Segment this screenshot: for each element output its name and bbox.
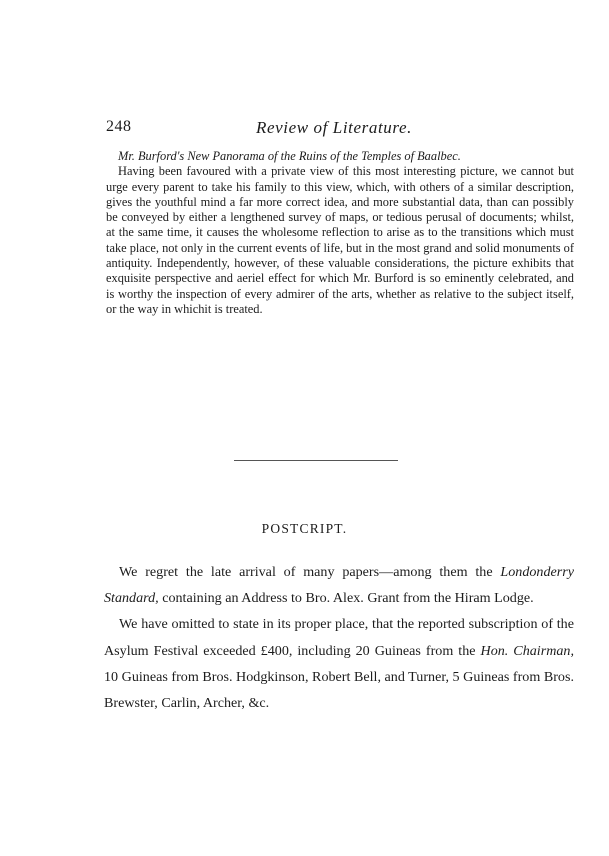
- postscript-text: 10 Guineas from Bros. Hodgkinson, Robert Bell, and Turner, 5 Guineas from Bros. Brewster, Carlin, Archer, &c.: [104, 668, 574, 712]
- running-title: Review of Literature.: [256, 118, 412, 137]
- newspaper-name: Londonderry Standard,: [104, 564, 574, 607]
- section-divider: [234, 460, 398, 461]
- postscript-text: We have omitted to state in its proper place, that the reported subscription of the Asylum Festival exceeded £400, including 20 Guineas from the: [104, 616, 574, 659]
- page-number: 248: [106, 118, 132, 135]
- postscript-heading: POSTCRIPT.: [261, 521, 348, 536]
- review-body: Having been favoured with a private view of this most interesting picture, we cannot but urge every parent to take his family to this view, which, with others of a similar description, gives the youthful mind a far more correct idea, and more substantial data, than can possibly be conveyed by either a lengthened survey of maps, or tedious perusal of documents; whilst, at the same time, it causes the wholesome reflection to arise as to the transitions which must take place, not only in the current events of life, but in the most grand and solid monuments of antiquity. Independently, however, of these valuable considerations, the picture exhibits that exquisite perspective and aeriel effect for which Mr. Burford is so eminently celebrated, and is worthy the inspection of every admirer of the arts, whether as relative to the subject itself, or the way in whichit is treated.: [106, 164, 574, 316]
- page-header: [106, 118, 576, 140]
- postscript-body: [104, 559, 574, 716]
- literature-review: [106, 149, 574, 317]
- chairman-title: Hon. Chairman,: [480, 642, 574, 659]
- postscript-paragraph: [104, 611, 574, 716]
- review-item-title: Mr. Burford's New Panorama of the Ruins of the Temples of Baalbec.: [118, 149, 461, 163]
- postscript-paragraph: [104, 559, 574, 611]
- postscript-text: We regret the late arrival of many papers—among them the: [119, 564, 501, 580]
- postscript-text: containing an Address to Bro. Alex. Grant from the Hiram Lodge.: [158, 590, 534, 607]
